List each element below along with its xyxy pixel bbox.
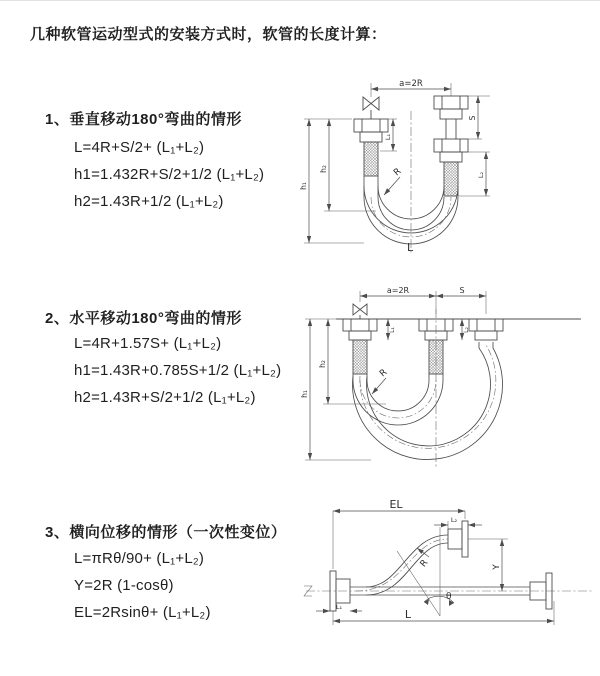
section-1-formula-h1: h1=1.432R+S/2+1/2 (L₁+L₂): [74, 166, 264, 183]
section-2-formula-L: L=4R+1.57S+ (L₁+L₂): [74, 335, 221, 352]
d1-valve-icon: [363, 97, 379, 119]
section-3-heading: 3、横向位移的情形（一次性变位）: [45, 521, 286, 542]
d2-valve-icon: [353, 304, 367, 319]
d2-l1-label: L₁: [389, 327, 396, 333]
diagram-horizontal-180-bend: [296, 284, 596, 476]
diagram-vertical-180-bend: [296, 71, 596, 263]
d2-radius-label: R: [378, 368, 389, 380]
d3-theta-label: θ: [446, 592, 452, 602]
d2-a2r-label: a=2R: [387, 286, 410, 295]
d1-length-label: L: [407, 241, 414, 254]
section-3-formula-EL: EL=2Rsinθ+ (L₁+L₂): [74, 604, 211, 621]
page-title: 几种软管运动型式的安装方式时，软管的长度计算：: [30, 23, 387, 44]
d2-h2-label: h₂: [318, 360, 327, 368]
d1-left-fitting: [354, 119, 388, 176]
d2-right-fitting: [469, 319, 503, 340]
d1-dim-a2r: [371, 79, 451, 97]
section-3-formula-Y: Y=2R (1-cosθ): [74, 577, 174, 594]
d3-radius-label: R: [419, 558, 431, 569]
d2-s-label: S: [459, 286, 464, 295]
d1-dim-l2: [458, 152, 490, 196]
d2-left-fitting: [343, 319, 377, 374]
d3-construction-lines: [397, 527, 454, 616]
d1-s-label: S: [468, 115, 477, 120]
section-3-formula-L: L=πRθ/90+ (L₁+L₂): [74, 550, 204, 567]
section-2-formula-h1: h1=1.43R+0.785S+1/2 (L₁+L₂): [74, 362, 281, 379]
d3-y-label: Y: [492, 564, 502, 571]
d1-radius-leader: [382, 167, 403, 197]
d1-h1-label: h₁: [299, 182, 308, 190]
d1-dim-l1: [380, 119, 397, 151]
section-2-heading: 2、水平移动180°弯曲的情形: [45, 307, 242, 328]
d1-h2-label: h₂: [319, 165, 328, 173]
d3-el-label: EL: [389, 499, 403, 511]
braid-hatch: [444, 162, 458, 196]
section-1-formula-h2: h2=1.43R+1/2 (L₁+L₂): [74, 193, 224, 210]
d3-dim-l: [333, 601, 554, 625]
d1-l1-label: L₁: [384, 133, 392, 140]
section-1-heading: 1、垂直移动180°弯曲的情形: [45, 108, 242, 129]
d1-a2r-label: a=2R: [399, 79, 423, 89]
d2-dim-l1: [386, 319, 396, 340]
d3-hose-s-curve: [356, 535, 448, 595]
d2-hose-bends: [353, 342, 503, 460]
d1-dim-h2: [319, 119, 376, 211]
d3-upper-flange: [448, 521, 468, 557]
d3-dim-el: [333, 499, 465, 569]
d3-l1-label: L₁: [336, 603, 343, 611]
d3-l2-label: L₂: [451, 516, 458, 524]
d1-l2-label: L₂: [477, 171, 485, 178]
section-2-formula-h2: h2=1.43R+S/2+1/2 (L₁+L₂): [74, 389, 256, 406]
d1-dim-h1: [299, 119, 364, 243]
d1-right-fitting: [434, 96, 468, 196]
diagram-lateral-displacement: [296, 499, 600, 669]
d2-radius-leader: [370, 368, 389, 396]
d1-radius-label: R: [392, 167, 403, 179]
braid-hatch: [353, 340, 367, 374]
d2-dim-l2: [460, 319, 470, 340]
d3-dim-y: [468, 539, 508, 591]
d2-h1-label: h₁: [300, 390, 309, 398]
d1-dim-s: [468, 96, 490, 139]
d2-dim-a2r: [360, 286, 486, 314]
d3-l-label: L: [405, 608, 412, 621]
d3-dim-l2: [434, 516, 482, 529]
braid-hatch: [364, 142, 378, 176]
section-1-formula-L: L=4R+S/2+ (L₁+L₂): [74, 139, 204, 156]
d3-dim-l1: [316, 603, 362, 613]
d2-l2-label: L₂: [463, 327, 470, 333]
